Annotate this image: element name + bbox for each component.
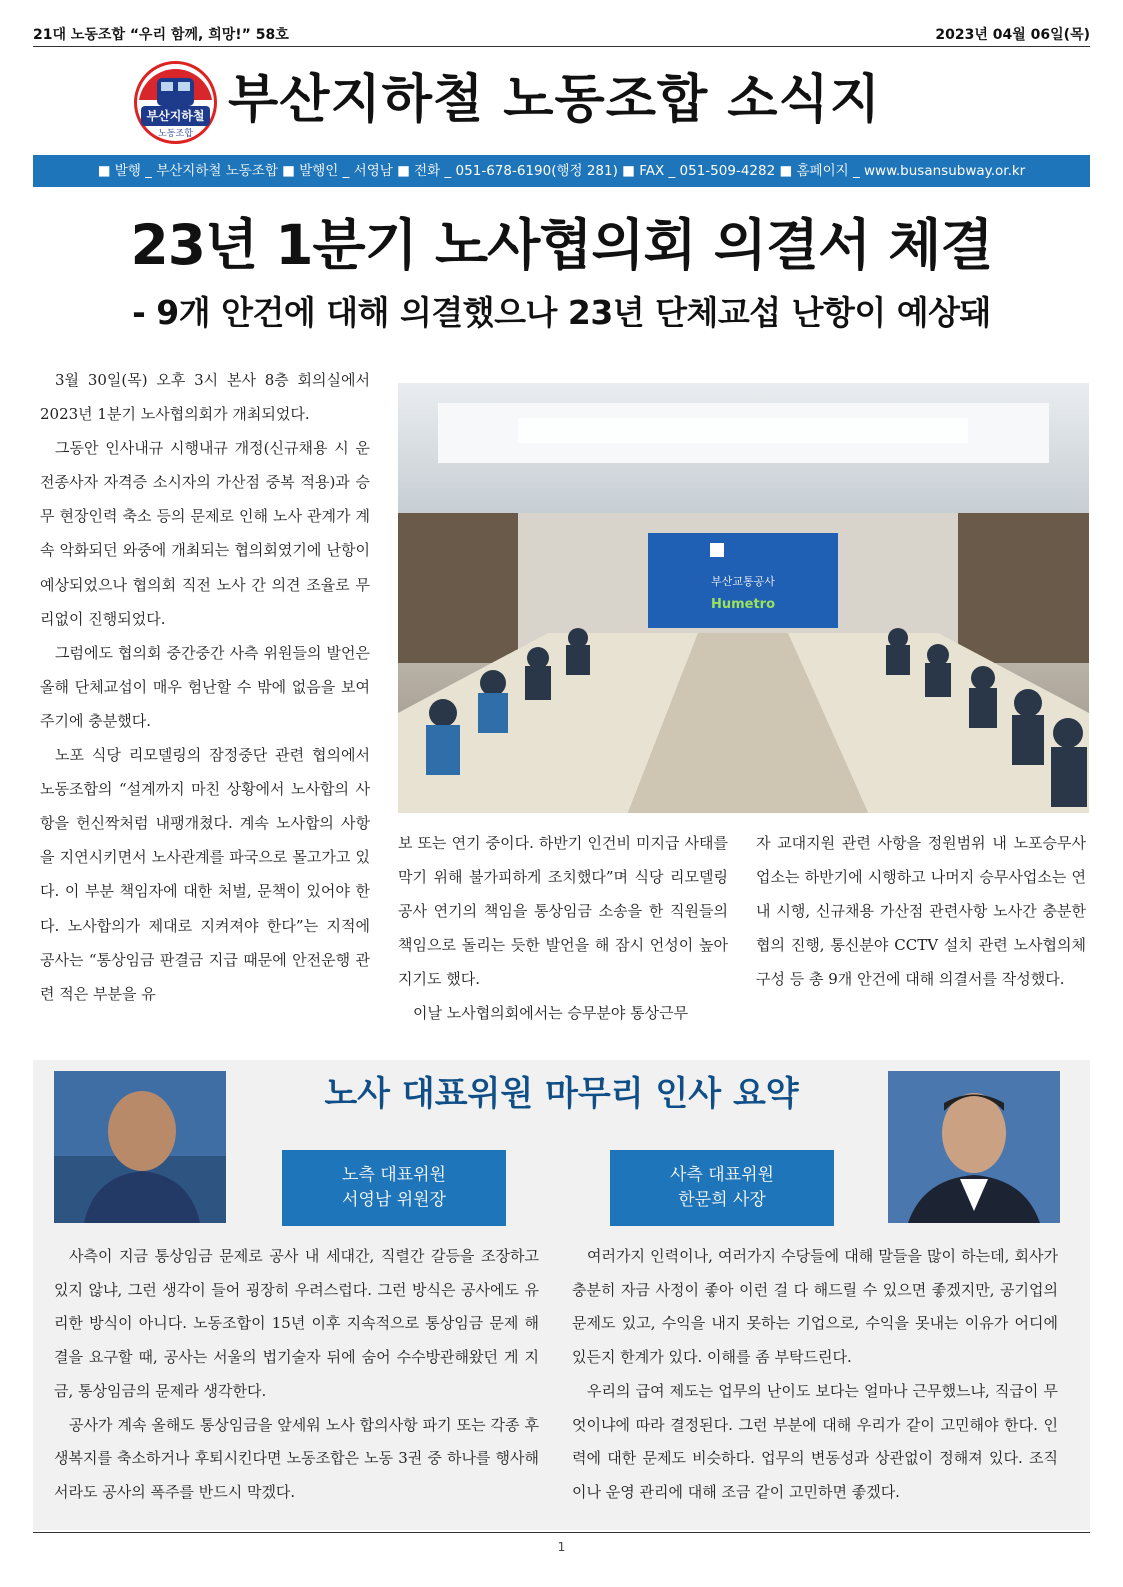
paragraph: 노포 식당 리모델링의 잠정중단 관련 협의에서 노동조합의 “설계까지 마친 상황에서 노사합의 사항을 헌신짝처럼 내팽개쳤다. 계속 노사합의 사항을 지연시키면서 노사관계를 파국으로 몰고가고 있다. 이 부분 책임자에 대한 처벌, 문책이 있어야 한다. 노사합의가 제대로 지켜져야 한다”는 지적에 공사는 “통상임금 판결금 지급 때문에 안전운행 관련 적은 부분을 유 — [40, 746, 370, 1003]
paragraph: 공사가 계속 올해도 통상임금을 앞세워 노사 합의사항 파기 또는 각종 후생복지를 축소하거나 후퇴시킨다면 노동조합은 노동 3권 중 하나를 행사해서라도 공사의 폭주를 반드시 막겠다. — [54, 1415, 539, 1501]
management-representative-label — [610, 1150, 834, 1226]
issue-header-bar — [33, 22, 1090, 47]
article-column-2 — [398, 826, 728, 1031]
management-closing-remarks — [572, 1240, 1058, 1510]
photo-sign-brand: Humetro — [710, 597, 776, 612]
newsletter-title: 부산지하철 노동조합 소식지 — [228, 70, 881, 130]
paragraph: 이날 노사협의회에서는 승무분야 통상근무 — [413, 1004, 689, 1023]
footer-divider — [33, 1532, 1090, 1533]
panel-title: 노사 대표위원 마무리 인사 요약 — [324, 1074, 799, 1114]
paragraph: 우리의 급여 제도는 업무의 난이도 보다는 얼마나 근무했느냐, 직급이 무엇이냐에 따라 결정된다. 그런 부분에 대해 우리가 같이 고민해야 한다. 인력에 대한 문제도 비슷하다. 업무의 변동성과 상관없이 정해져 있다. 조직이나 운영 관리에 대해 조금 같이 고민하면 좋겠다. — [572, 1381, 1058, 1501]
meeting-photo — [398, 383, 1089, 813]
union-logo — [133, 60, 218, 145]
representative-role: 사측 대표위원 — [670, 1165, 774, 1185]
paragraph: 보 또는 연기 중이다. 하반기 인건비 미지급 사태를 막기 위해 불가피하게 조치했다”며 식당 리모델링 공사 연기의 책임을 통상임금 소송을 한 직원들의 책임으로 돌리는 듯한 발언을 해 잠시 언성이 높아지기도 했다. — [398, 834, 728, 989]
paragraph: 여러가지 인력이나, 여러가지 수당들에 대해 말들을 많이 하는데, 회사가 충분히 자금 사정이 좋아 이런 걸 다 해드릴 수 있으면 좋겠지만, 공기업의 문제도 있고, 수익을 내지 못하는 기업으로, 수익을 못내는 이유가 어디에 있든지 한계가 있다. 이해를 좀 부탁드린다. — [572, 1247, 1058, 1367]
article-subheadline: - 9개 안건에 대해 의결했으나 23년 단체교섭 난항이 예상돼 — [132, 293, 991, 332]
publication-info-bar: ■ 발행 _ 부산지하철 노동조합 ■ 발행인 _ 서영남 ■ 전화 _ 051-678-6190(행정 281) ■ FAX _ 051-509-4282 ■ 홈페이지 _ www.busansubway.or.kr — [33, 155, 1090, 187]
labor-representative-photo — [54, 1071, 226, 1223]
photo-sign-text: 부산교통공사 — [711, 575, 775, 588]
paragraph: 자 교대지원 관련 사항을 정원범위 내 노포승무사업소는 하반기에 시행하고 나머지 승무사업소는 연내 시행, 신규채용 가산점 관련사항 노사간 충분한 협의 진행, 통신분야 CCTV 설치 관련 노사협의체 구성 등 총 9개 안건에 대해 의결서를 작성했다. — [756, 834, 1086, 989]
representative-name: 서영남 위원장 — [342, 1190, 446, 1210]
article-column-1 — [40, 363, 370, 1011]
paragraph: 그럼에도 협의회 중간중간 사측 위원들의 발언은 올해 단체교섭이 매우 험난할 수 밖에 없음을 보여주기에 충분했다. — [40, 643, 370, 730]
representative-role: 노측 대표위원 — [342, 1165, 446, 1185]
issue-number: 21대 노동조합 “우리 함께, 희망!” 58호 — [33, 27, 289, 43]
paragraph: 그동안 인사내규 시행내규 개정(신규채용 시 운전종사자 자격증 소시자의 가산점 중복 적용)과 승무 현장인력 축소 등의 문제로 인해 노사 관계가 계속 악화되던 와중에 개최되는 협의회였기에 난항이 예상되었으나 협의회 직전 노사 간 의견 조율로 무리없이 진행되었다. — [40, 439, 370, 628]
article-headline: 23년 1분기 노사협의회 의결서 체결 — [130, 213, 993, 277]
issue-date: 2023년 04월 06일(목) — [935, 27, 1090, 43]
labor-representative-label — [282, 1150, 506, 1226]
logo-text-bottom: 노동조합 — [158, 129, 193, 139]
article-column-3 — [756, 826, 1086, 996]
paragraph: 3월 30일(목) 오후 3시 본사 8층 회의실에서 2023년 1분기 노사협의회가 개최되었다. — [40, 371, 370, 424]
labor-closing-remarks — [54, 1240, 539, 1510]
paragraph: 사측이 지금 통상임금 문제로 공사 내 세대간, 직렬간 갈등을 조장하고 있지 않냐, 그런 생각이 들어 굉장히 우려스럽다. 그런 방식은 공사에도 유리한 방식이 아니다. 노동조합이 15년 이후 지속적으로 통상임금 문제 해결을 요구할 때, 공사는 서울의 법기술자 뒤에 숨어 수수방관해왔던 게 지금, 통상임금의 문제라 생각한다. — [54, 1247, 539, 1400]
page-number: 1 — [557, 1540, 566, 1554]
logo-text-top: 부산지하철 — [146, 109, 205, 123]
management-representative-photo — [888, 1071, 1060, 1223]
representative-name: 한문희 사장 — [678, 1190, 766, 1210]
